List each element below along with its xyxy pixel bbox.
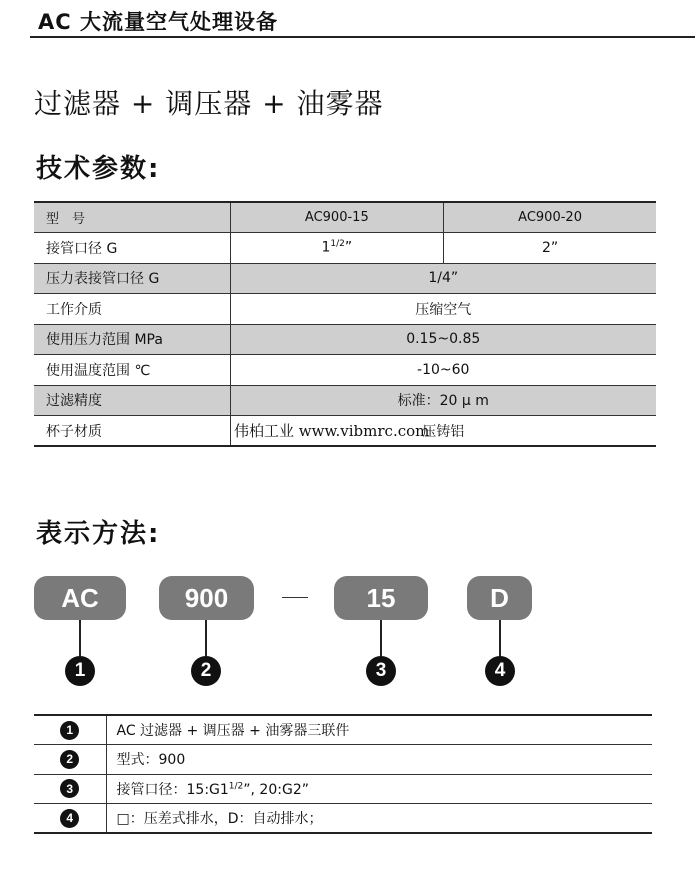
marker-3-icon: 3 (366, 656, 396, 686)
spec-port-1 (230, 233, 444, 264)
spec-label: 杯子材质 (34, 416, 230, 447)
code-type: 900 (159, 576, 254, 620)
port-inch-mark: ” (344, 240, 353, 257)
spec-label: 接管口径 G (34, 233, 230, 264)
spec-value: 1/4” (230, 263, 656, 294)
legend-table (34, 714, 652, 834)
code-separator-dash (282, 597, 308, 598)
spec-model-1: AC900-15 (230, 202, 444, 233)
legend-number-cell (34, 804, 106, 834)
code-series: AC (34, 576, 126, 620)
spec-row (34, 324, 656, 355)
marker-1-icon: 1 (65, 656, 95, 686)
spec-value: 压铸铝 (230, 416, 656, 447)
spec-label: 压力表接管口径 G (34, 263, 230, 294)
spec-table (34, 201, 656, 447)
spec-label: 工作介质 (34, 294, 230, 325)
spec-value: 0.15~0.85 (230, 324, 656, 355)
legend-number-cell (34, 715, 106, 745)
port-fraction: 1/2 (330, 239, 345, 250)
legend-port-pre: 接管口径：15:G1 (116, 781, 229, 798)
legend-text: AC 过滤器 + 调压器 + 油雾器三联件 (106, 715, 652, 745)
legend-row (34, 745, 652, 775)
spec-value: 标准：20 μ m (230, 385, 656, 416)
legend-port-fraction: 1/2 (228, 781, 244, 792)
spec-port-2: 2” (444, 233, 656, 264)
legend-marker-1-icon: 1 (60, 721, 79, 740)
watermark-text: 伟柏工业 www.vibmrc.com (234, 422, 430, 440)
legend-number-cell (34, 745, 106, 775)
spec-row (34, 385, 656, 416)
spec-row (34, 294, 656, 325)
legend-marker-3-icon: 3 (60, 779, 79, 798)
legend-text: 型式：900 (106, 745, 652, 775)
header-divider (30, 36, 695, 38)
spec-row (34, 263, 656, 294)
connector-line (499, 620, 501, 656)
notation-section-title: 表示方法: (36, 519, 161, 549)
spec-value: 压缩空气 (230, 294, 656, 325)
marker-4-icon: 4 (485, 656, 515, 686)
connector-line (79, 620, 81, 656)
legend-row (34, 774, 652, 804)
connector-line (205, 620, 207, 656)
legend-row (34, 804, 652, 834)
legend-text: □：压差式排水，D：自动排水； (106, 804, 652, 834)
code-drain: D (467, 576, 532, 620)
legend-text (106, 774, 652, 804)
spec-label: 使用温度范围 ℃ (34, 355, 230, 386)
spec-label: 过滤精度 (34, 385, 230, 416)
spec-section-title: 技术参数: (36, 154, 161, 184)
spec-row-port (34, 233, 656, 264)
legend-marker-4-icon: 4 (60, 809, 79, 828)
spec-header-label: 型 号 (34, 202, 230, 233)
connector-line (380, 620, 382, 656)
spec-model-2: AC900-20 (444, 202, 656, 233)
code-port: 15 (334, 576, 428, 620)
spec-label: 使用压力范围 MPa (34, 324, 230, 355)
spec-header-row (34, 202, 656, 233)
marker-2-icon: 2 (191, 656, 221, 686)
legend-row (34, 715, 652, 745)
header-title: AC 大流量空气处理设备 (38, 10, 278, 34)
legend-port-post: ”, 20:G2” (243, 781, 309, 798)
spec-value: -10~60 (230, 355, 656, 386)
legend-marker-2-icon: 2 (60, 750, 79, 769)
spec-row (34, 355, 656, 386)
port-main: 1 (321, 240, 331, 257)
legend-number-cell (34, 774, 106, 804)
product-title: 过滤器 + 调压器 + 油雾器 (34, 87, 384, 120)
